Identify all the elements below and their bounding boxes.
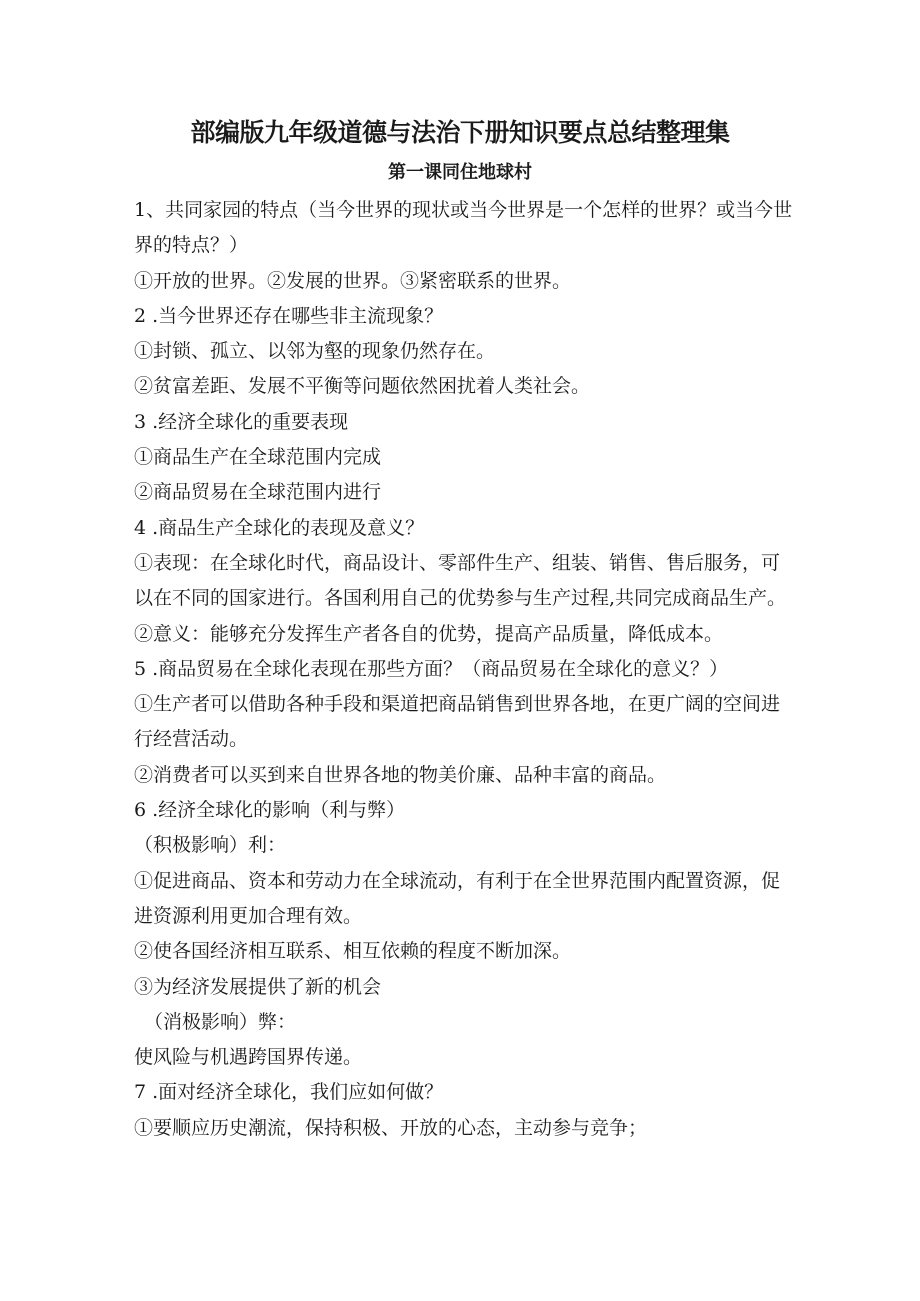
paragraph-negative-heading: （消极影响）弊：	[144, 1010, 297, 1033]
paragraph-a5-2: ②消费者可以买到来自世界各地的物美价廉、品种丰富的商品。	[134, 763, 667, 786]
paragraph-q2: 2 .当今世界还存在哪些非主流现象？	[134, 304, 444, 327]
paragraph-q6: 6 .经济全球化的影响（利与弊）	[134, 799, 406, 822]
paragraph-q3: 3 .经济全球化的重要表现	[134, 410, 349, 433]
paragraph-q4: 4 .商品生产全球化的表现及意义？	[134, 516, 425, 539]
document-body	[134, 193, 798, 1146]
paragraph-a3-2: ②商品贸易在全球范围内进行	[134, 481, 382, 504]
paragraph-a5-1: ①生产者可以借助各种手段和渠道把商品销售到世界各地，在更广阔的空间进行经营活动。	[134, 693, 781, 751]
paragraph-positive-3: ③为经济发展提供了新的机会	[134, 975, 382, 998]
document-title: 部编版九年级道德与法治下册知识要点总结整理集	[190, 118, 730, 147]
paragraph-q5: 5 .商品贸易在全球化表现在那些方面？（商品贸易在全球化的意义？）	[134, 657, 729, 680]
paragraph-a7-1: ①要顺应历史潮流，保持积极、开放的心态，主动参与竞争；	[134, 1116, 648, 1139]
paragraph-a2-2: ②贫富差距、发展不平衡等问题依然困扰着人类社会。	[134, 375, 591, 398]
paragraph-positive-1: ①促进商品、资本和劳动力在全球流动，有利于在全世界范围内配置资源，促进资源利用更加合理有效。	[134, 869, 781, 927]
paragraph-a4-2: ②意义：能够充分发挥生产者各自的优势，提高产品质量，降低成本。	[134, 622, 724, 645]
paragraph-a2-1: ①封锁、孤立、以邻为壑的现象仍然存在。	[134, 340, 496, 363]
paragraph-a3-1: ①商品生产在全球范围内完成	[134, 446, 382, 469]
paragraph-a1: ①开放的世界。②发展的世界。③紧密联系的世界。	[134, 269, 572, 292]
paragraph-negative-1: 使风险与机遇跨国界传递。	[134, 1046, 363, 1069]
paragraph-positive-2: ②使各国经济相互联系、相互依赖的程度不断加深。	[134, 940, 572, 963]
paragraph-a4-1: ①表现：在全球化时代，商品设计、零部件生产、组装、销售、售后服务，可以在不同的国家进行。各国利用自己的优势参与生产过程,共同完成商品生产。	[134, 551, 787, 610]
paragraph-q1: 1、共同家园的特点（当今世界的现状或当今世界是一个怎样的世界？或当今世界的特点？）	[134, 199, 793, 257]
paragraph-positive-heading: （积极影响）利：	[134, 834, 287, 857]
paragraph-q7: 7 .面对经济全球化，我们应如何做？	[134, 1081, 444, 1104]
lesson-title: 第一课同住地球村	[388, 162, 532, 183]
